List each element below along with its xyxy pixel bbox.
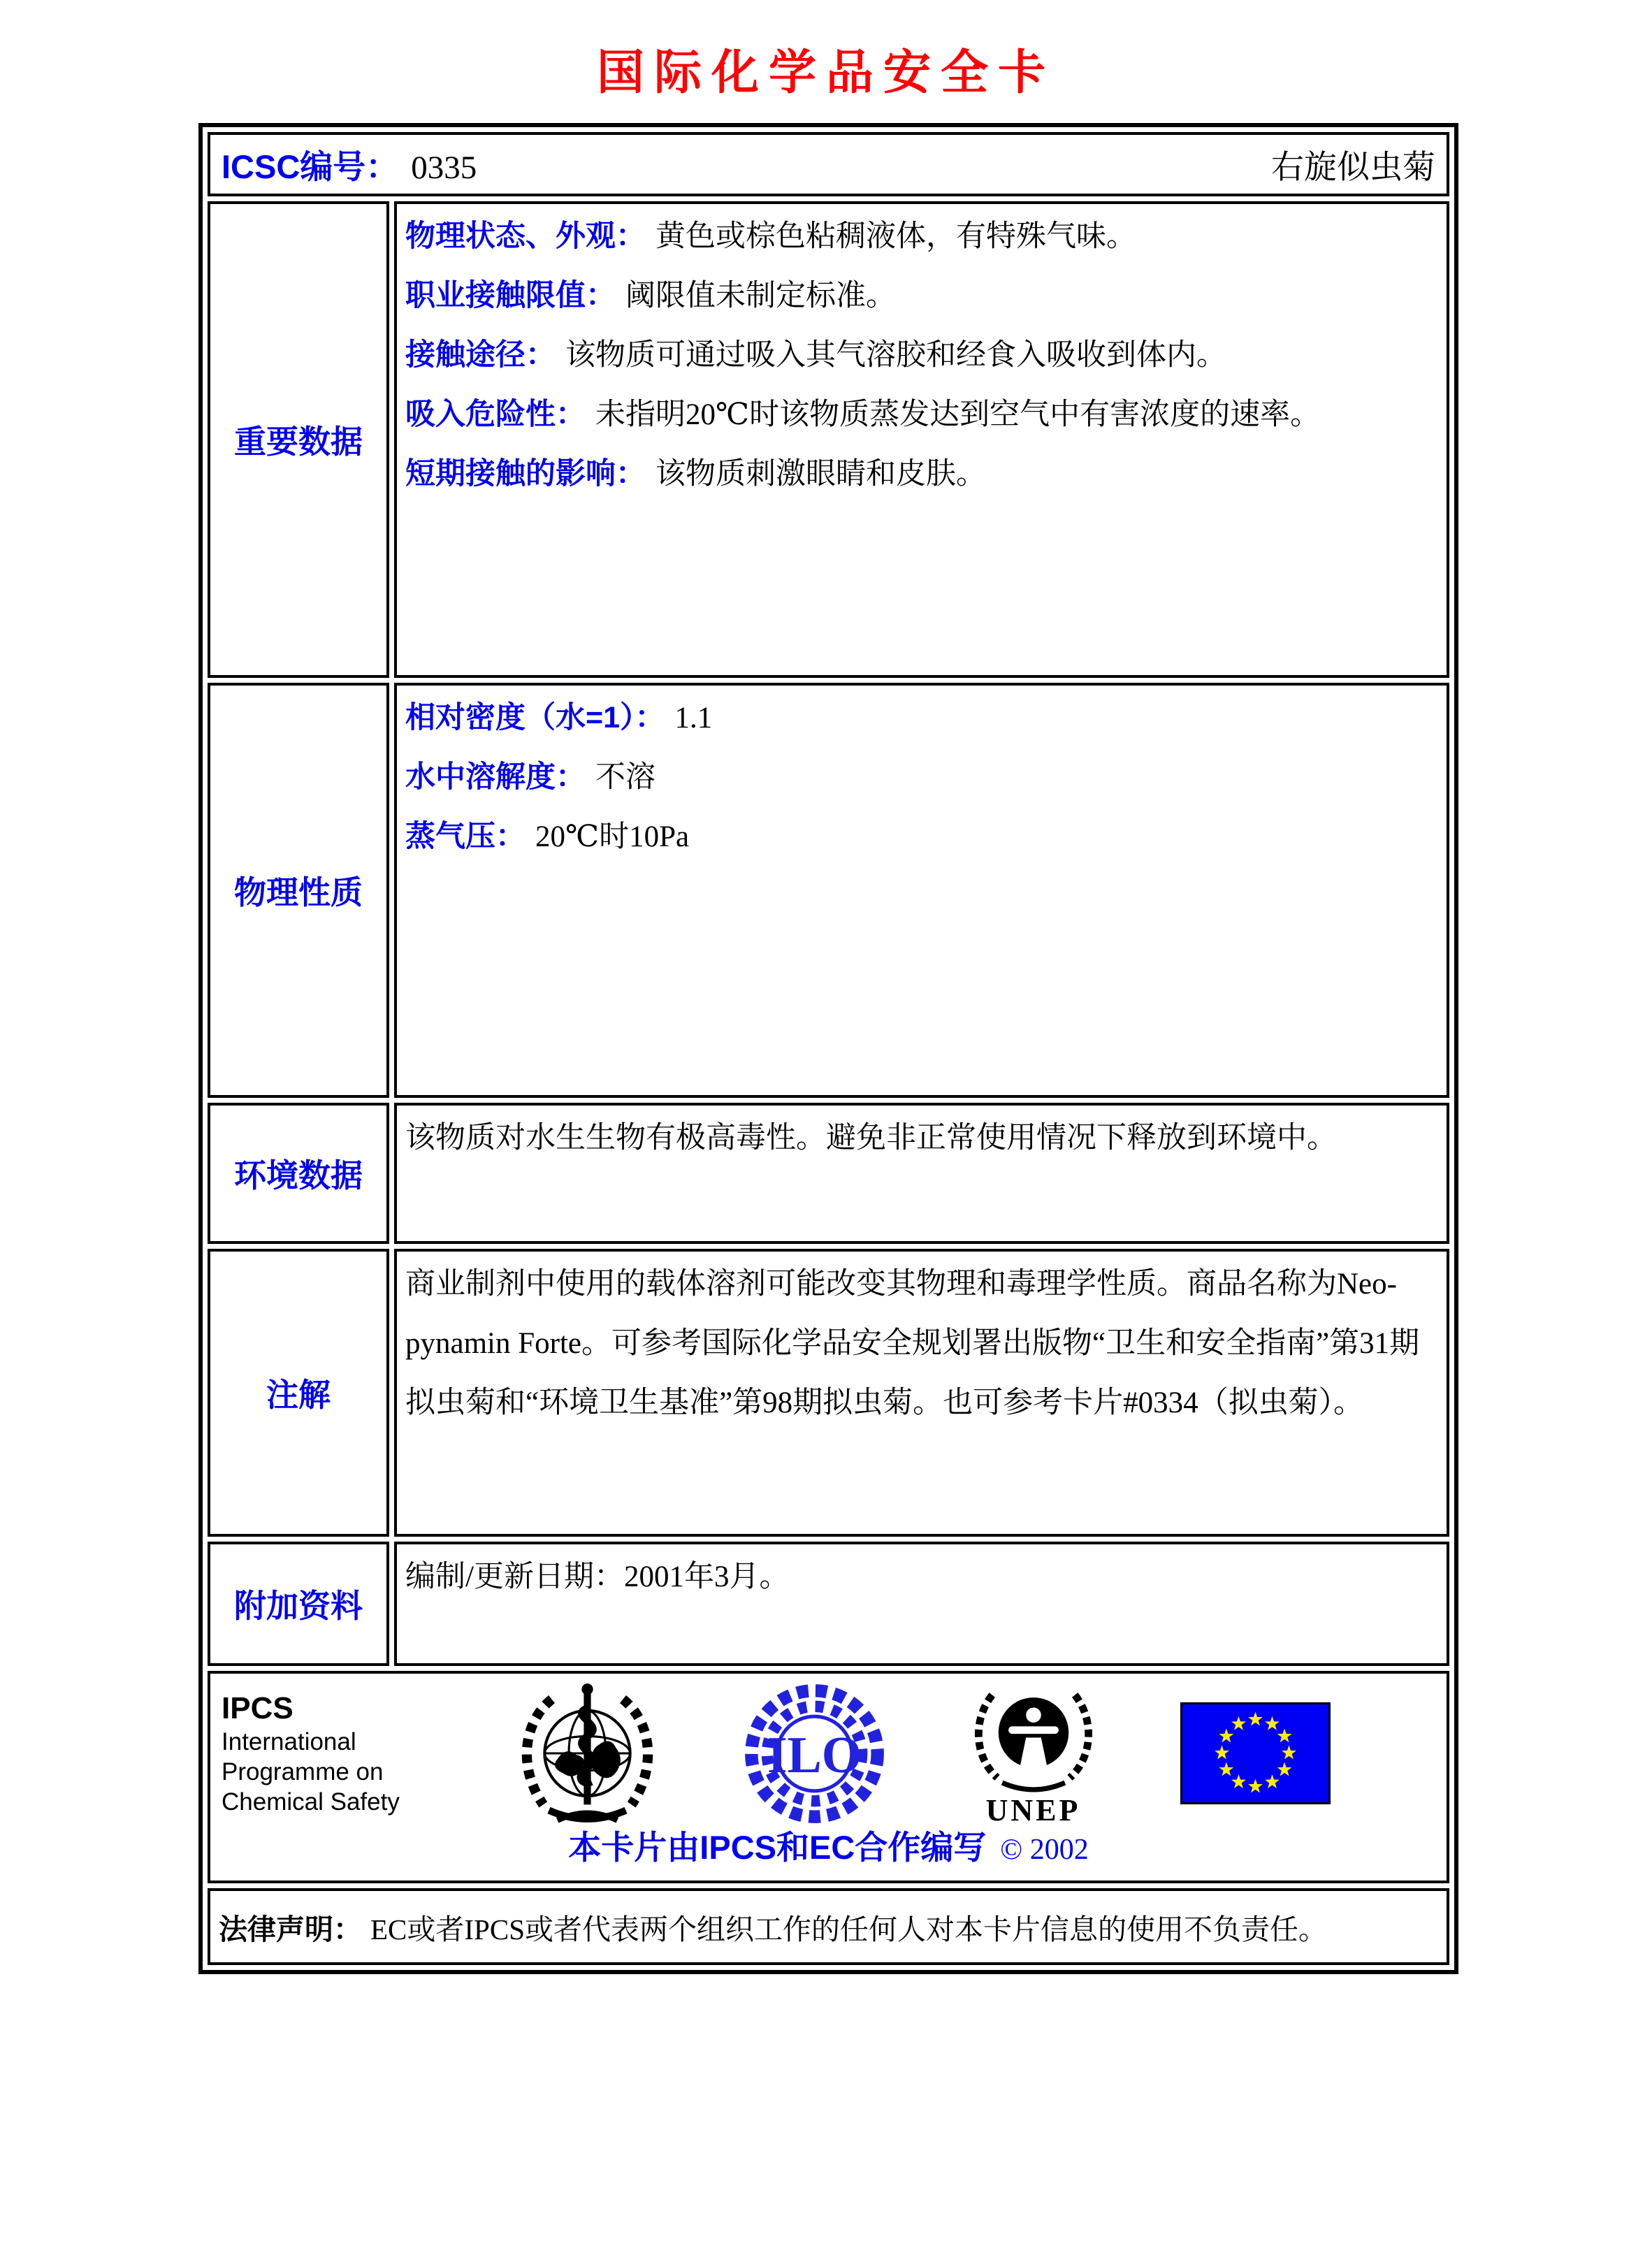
- ipcs-title: IPCS: [222, 1690, 294, 1725]
- additional-info-text: 编制/更新日期：2001年3月。: [405, 1560, 790, 1593]
- legal-cell: [208, 1888, 1449, 1965]
- copyright-text: © 2002: [1000, 1834, 1089, 1866]
- data-item: 蒸气压： 20℃时10Pa: [405, 820, 690, 853]
- section-label-additional-info: 附加资料: [208, 1542, 389, 1666]
- section-label-physical-properties: 物理性质: [208, 683, 389, 1098]
- logos-cell: [208, 1671, 1449, 1883]
- unep-logo-block: [964, 1680, 1103, 1827]
- section-content-additional-info: [394, 1542, 1449, 1666]
- section-row-notes: [208, 1249, 1449, 1537]
- data-item: 水中溶解度： 不溶: [405, 760, 655, 794]
- section-content-physical-properties: [394, 683, 1449, 1098]
- unep-label: UNEP: [985, 1793, 1081, 1827]
- section-label-environmental-data: 环境数据: [208, 1103, 389, 1244]
- icsc-number-value: 0335: [411, 149, 477, 186]
- page-title: 国际化学品安全卡: [596, 46, 1055, 99]
- section-row-physical-properties: [208, 683, 1449, 1098]
- ipcs-text-block: [222, 1690, 431, 1817]
- data-item: 吸入危险性： 未指明20℃时该物质蒸发达到空气中有害浓度的速率。: [405, 398, 1321, 431]
- icsc-number-group: [222, 141, 477, 188]
- section-row-important-data: [208, 201, 1449, 678]
- section-label-notes: 注解: [208, 1249, 389, 1537]
- card-header-cell: [208, 132, 1449, 196]
- data-item: 职业接触限值： 阈限值未制定标准。: [405, 279, 896, 312]
- icsc-number-label: ICSC编号：: [222, 147, 399, 185]
- ipcs-line: Chemical Safety: [222, 1788, 400, 1816]
- ipcs-line: Programme on: [222, 1758, 384, 1785]
- legal-label: 法律声明：: [219, 1913, 362, 1946]
- legal-text: EC或者IPCS或者代表两个组织工作的任何人对本卡片信息的使用不负责任。: [370, 1913, 1327, 1946]
- data-item: 物理状态、外观： 黄色或棕色粘稠液体，有特殊气味。: [405, 219, 1136, 253]
- credit-line: [222, 1827, 1435, 1876]
- ilo-label: ILO: [767, 1725, 862, 1783]
- section-content-notes: [394, 1249, 1449, 1537]
- header-row: [208, 132, 1449, 196]
- section-row-environmental-data: [208, 1103, 1449, 1244]
- notes-text: 商业制剂中使用的载体溶剂可能改变其物理和毒理学性质。商品名称为Neo-pynamin Forte。可参考国际化学品安全规划署出版物“卫生和安全指南”第31期拟虫菊和“环境卫生基准”第98期拟虫菊。也可参考卡片#0334（拟虫菊）。: [405, 1268, 1420, 1419]
- data-item: 短期接触的影响： 该物质刺激眼睛和皮肤。: [405, 457, 986, 491]
- eu-flag-icon: [1180, 1702, 1331, 1804]
- logos-row: [208, 1671, 1449, 1883]
- section-content-important-data: [394, 201, 1449, 678]
- icsc-table: [198, 123, 1458, 1974]
- section-content-environmental-data: [394, 1103, 1449, 1244]
- credit-text: 本卡片由IPCS和EC合作编写: [568, 1829, 987, 1866]
- chemical-name: 右旋似虫菊: [1271, 149, 1435, 186]
- section-label-important-data: 重要数据: [208, 201, 389, 678]
- logo-strip: [222, 1679, 1435, 1827]
- data-item: 相对密度（水=1）： 1.1: [405, 701, 713, 734]
- legal-row: [208, 1888, 1449, 1965]
- unep-logo-icon: [964, 1680, 1103, 1795]
- ilo-logo-icon: [743, 1682, 886, 1825]
- data-item: 接触途径： 该物质可通过吸入其气溶胶和经食入吸收到体内。: [405, 338, 1226, 372]
- ipcs-line: International: [222, 1727, 356, 1755]
- who-logo-icon: [509, 1679, 666, 1827]
- environmental-text: 该物质对水生生物有极高毒性。避免非正常使用情况下释放到环境中。: [405, 1122, 1337, 1154]
- section-row-additional-info: [208, 1542, 1449, 1666]
